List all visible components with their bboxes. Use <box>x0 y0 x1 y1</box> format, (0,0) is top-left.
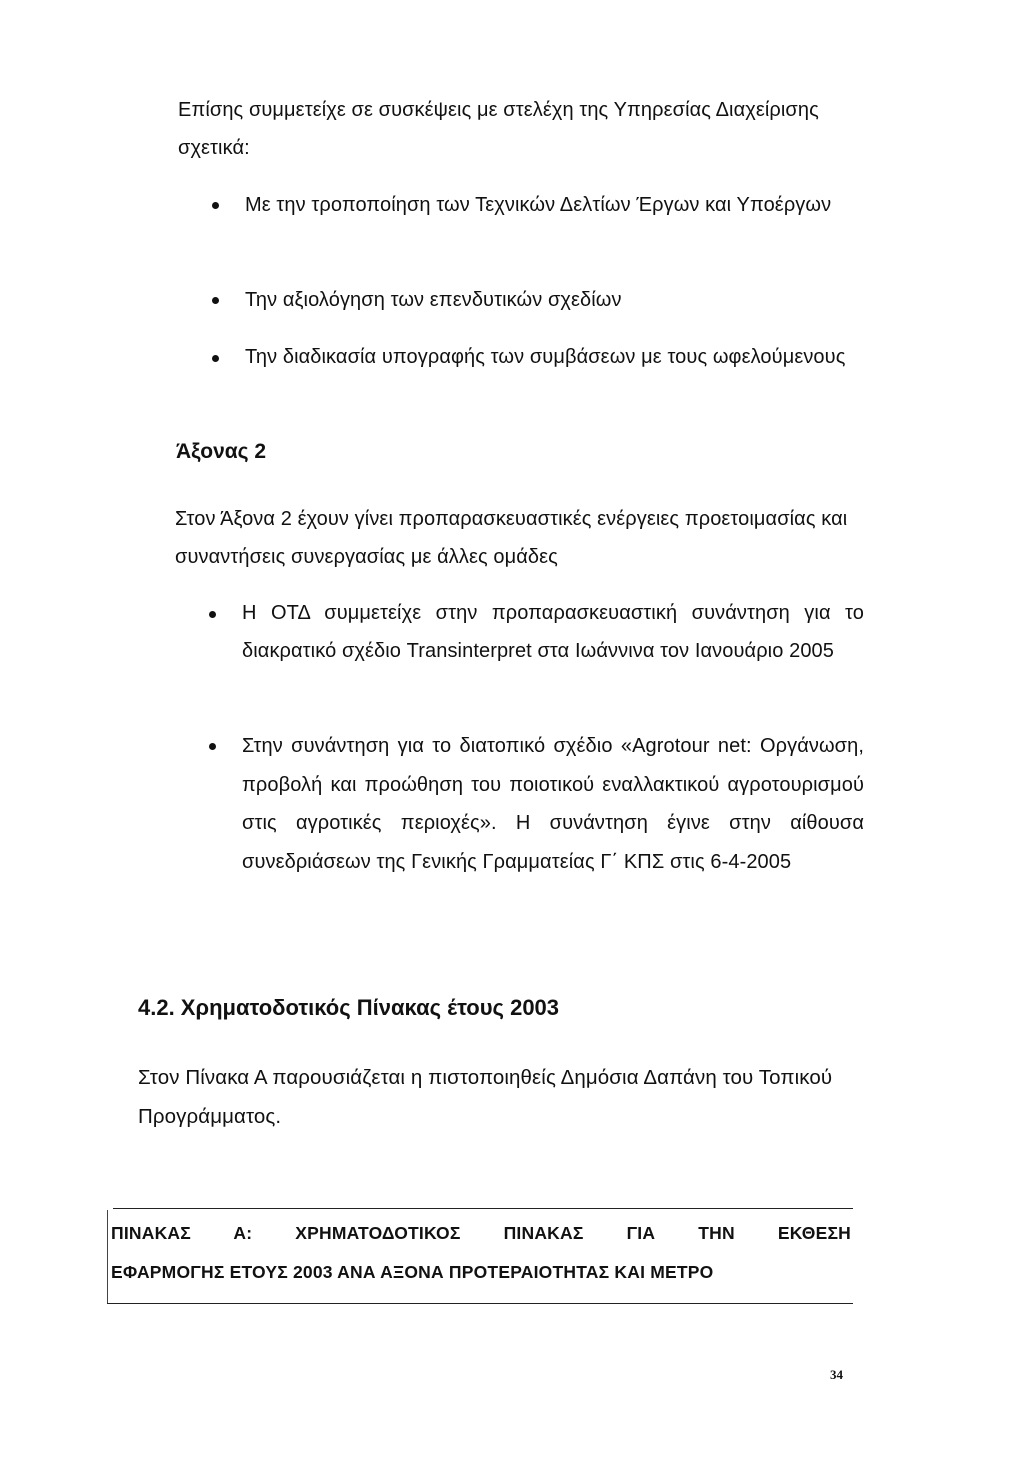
axis-heading: Άξονας 2 <box>176 440 267 463</box>
table-caption-line-2: ΕΦΑΡΜΟΓΗΣ ΕΤΟΥΣ 2003 ΑΝΑ ΑΞΟΝΑ ΠΡΟΤΕΡΑΙΟΤΗΤΑΣ ΚΑΙ ΜΕΤΡΟ <box>111 1262 714 1282</box>
section-heading: 4.2. Χρηματοδοτικός Πίνακας έτους 2003 <box>138 995 560 1020</box>
axis-paragraph: Στον Άξονα 2 έχουν γίνει προπαρασκευαστικές ενέργειες προετοιμασίας και συναντήσεις συνεργασίας με άλλες ομάδες <box>175 508 848 568</box>
page-number: 34 <box>830 1367 843 1382</box>
table-caption-box <box>107 1208 853 1304</box>
bullet-icon <box>212 297 219 304</box>
section-paragraph: Στον Πίνακα Α παρουσιάζεται η πιστοποιηθείς Δημόσια Δαπάνη του Τοπικού Προγράμματος. <box>138 1066 833 1128</box>
intro-paragraph: Επίσης συμμετείχε σε συσκέψεις με στελέχη της Υπηρεσίας Διαχείρισης σχετικά: <box>178 99 819 159</box>
table-bottom-border <box>107 1303 853 1304</box>
list-item: Την διαδικασία υπογραφής των συμβάσεων με τους ωφελούμενους <box>245 346 846 368</box>
list-item: Η ΟΤΔ συμμετείχε στην προπαρασκευαστική συνάντηση για το διακρατικό σχέδιο Transinterpret στα Ιωάννινα τον Ιανουάριο 2005 <box>242 602 864 662</box>
list-item: Με την τροποποίηση των Τεχνικών Δελτίων Έργων και Υποέργων <box>245 194 832 216</box>
bullet-icon <box>209 743 216 750</box>
bullet-icon <box>212 355 219 362</box>
table-top-border <box>113 1208 853 1209</box>
table-left-border <box>107 1210 108 1303</box>
list-item: Στην συνάντηση για το διατοπικό σχέδιο «Agrotour net: Οργάνωση, προβολή και προώθηση του ποιοτικού εναλλακτικού αγροτουρισμού στις αγροτικές περιοχές». Η συνάντηση έγινε στην αίθουσα συνεδριάσεων της Γενικής Γραμματείας Γ΄ ΚΠΣ στις 6-4-2005 <box>242 735 864 873</box>
list-item: Την αξιολόγηση των επενδυτικών σχεδίων <box>245 289 622 311</box>
bullet-icon <box>212 202 219 209</box>
table-caption-line-1: ΠΙΝΑΚΑΣ Α: ΧΡΗΜΑΤΟΔΟΤΙΚΟΣ ΠΙΝΑΚΑΣ ΓΙΑ ΤΗΝ ΕΚΘΕΣΗ <box>111 1223 851 1243</box>
bullet-icon <box>209 611 216 618</box>
